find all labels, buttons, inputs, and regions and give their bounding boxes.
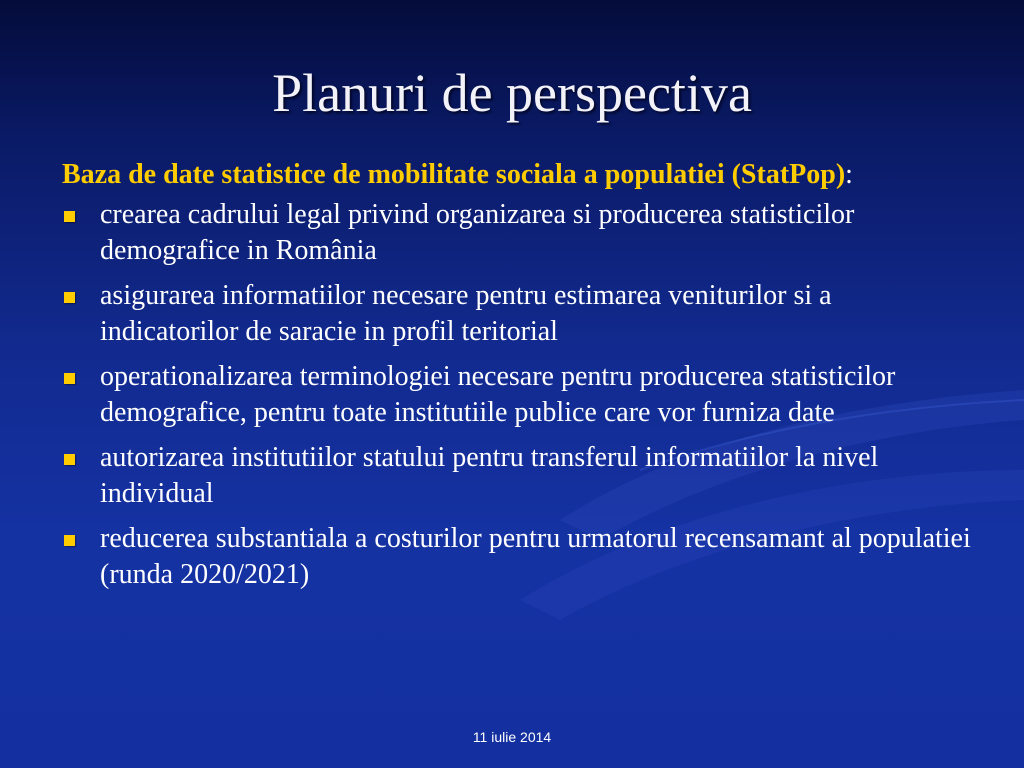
- slide-content: [62, 158, 972, 602]
- bullet-text: autorizarea institutiilor statului pentru transferul informatiilor la nivel individual: [100, 442, 879, 509]
- slide-subtitle: [62, 158, 972, 192]
- yellow-square-bullet-icon: [64, 292, 75, 303]
- bullet-item: [62, 440, 972, 512]
- bullet-list: [62, 197, 972, 593]
- bullet-text: operationalizarea terminologiei necesare pentru producerea statisticilor demografice, pentru toate institutiile publice care vor furniza date: [100, 361, 896, 428]
- bullet-text: reducerea substantiala a costurilor pentru urmatorul recensamant al populatiei (runda 2020/2021): [100, 523, 971, 590]
- bullet-text: asigurarea informatiilor necesare pentru estimarea veniturilor si a indicatorilor de saracie in profil teritorial: [100, 280, 832, 347]
- bullet-item: [62, 521, 972, 593]
- subtitle-colon: :: [845, 159, 853, 190]
- slide-title: Planuri de perspectiva: [272, 63, 752, 123]
- bullet-item: [62, 197, 972, 269]
- bullet-item: [62, 278, 972, 350]
- yellow-square-bullet-icon: [64, 535, 75, 546]
- yellow-square-bullet-icon: [64, 211, 75, 222]
- footer-date: 11 iulie 2014: [472, 729, 552, 745]
- subtitle-text: Baza de date statistice de mobilitate sociala a populatiei (StatPop): [62, 159, 846, 190]
- yellow-square-bullet-icon: [64, 373, 75, 384]
- bullet-item: [62, 359, 972, 431]
- bullet-text: crearea cadrului legal privind organizarea si producerea statisticilor demografice in România: [100, 199, 855, 266]
- yellow-square-bullet-icon: [64, 454, 75, 465]
